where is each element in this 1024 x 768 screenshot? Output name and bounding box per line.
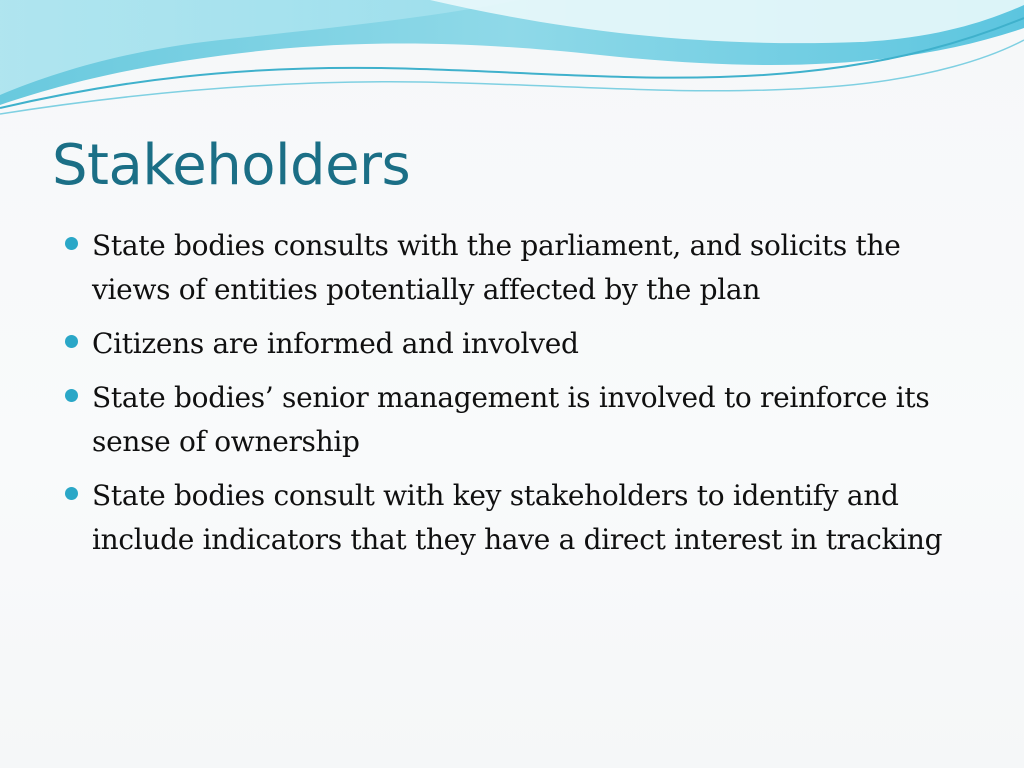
- bullet-dot-icon: [65, 487, 78, 500]
- bullet-item: [60, 322, 960, 366]
- slide-title: Stakeholders: [52, 133, 411, 198]
- bullet-text: State bodies’ senior management is involved to reinforce its sense of ownership: [92, 381, 930, 458]
- bullet-text: State bodies consult with key stakeholders to identify and include indicators that they have a direct interest in tracking: [92, 479, 943, 556]
- bullet-text: State bodies consults with the parliament, and solicits the views of entities potentially affected by the plan: [92, 229, 901, 306]
- bullet-item: [60, 474, 960, 562]
- bullet-dot-icon: [65, 389, 78, 402]
- bullet-list: [60, 224, 960, 572]
- bullet-item: [60, 224, 960, 312]
- bullet-text: Citizens are informed and involved: [92, 327, 579, 360]
- bullet-dot-icon: [65, 237, 78, 250]
- bullet-item: [60, 376, 960, 464]
- decorative-wave-header: [0, 0, 1024, 130]
- bullet-dot-icon: [65, 335, 78, 348]
